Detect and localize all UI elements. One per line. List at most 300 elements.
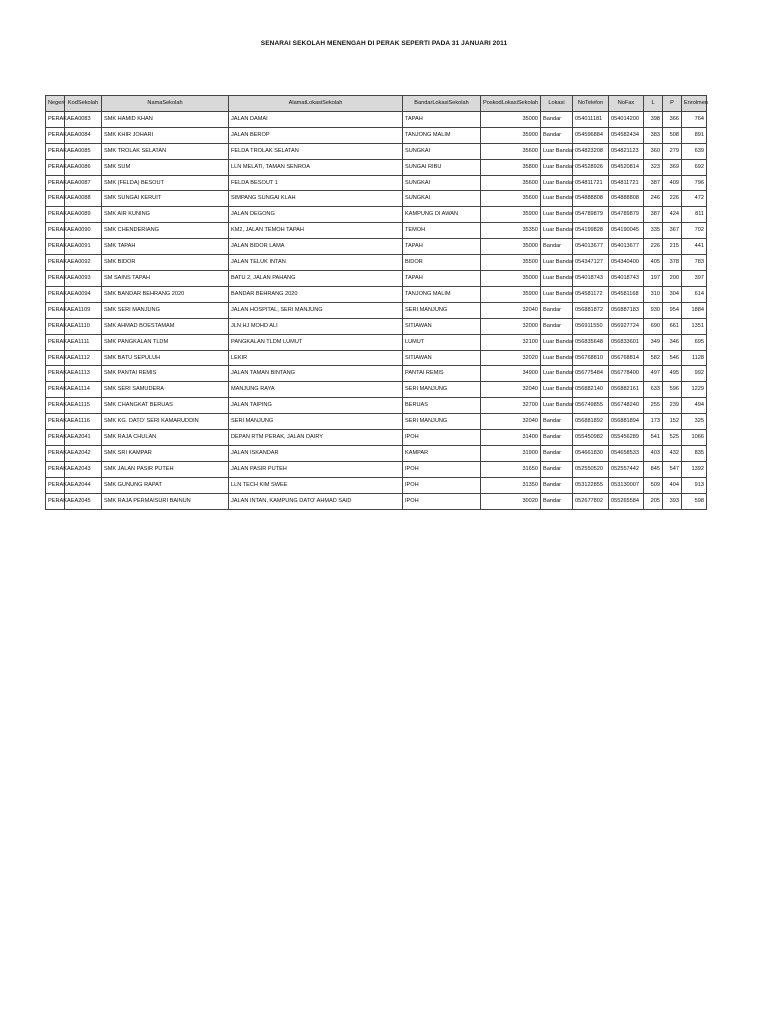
cell-no-fax: 054658533	[609, 445, 644, 461]
cell-poskod: 35000	[481, 239, 541, 255]
cell-poskod: 35600	[481, 191, 541, 207]
cell-kod-sekolah: AEA2044	[65, 477, 102, 493]
cell-no-fax: 054789879	[609, 207, 644, 223]
cell-no-fax: 055265584	[609, 493, 644, 509]
column-header-lokasi: Lokasi	[541, 96, 573, 112]
column-header-enrolmen: Enrolmen	[682, 96, 707, 112]
cell-lelaki: 173	[644, 414, 663, 430]
cell-poskod: 35600	[481, 143, 541, 159]
cell-perempuan: 424	[663, 207, 682, 223]
cell-bandar: SUNGKAI	[403, 143, 481, 159]
cell-bandar: SITIAWAN	[403, 350, 481, 366]
cell-lokasi: Luar Bandar	[541, 286, 573, 302]
cell-no-fax: 056927724	[609, 318, 644, 334]
cell-nama-sekolah: SMK TROLAK SELATAN	[102, 143, 229, 159]
cell-lokasi: Bandar	[541, 493, 573, 509]
cell-lelaki: 246	[644, 191, 663, 207]
cell-negeri: PERAK	[46, 350, 65, 366]
cell-alamat: JALAN BIDOR LAMA	[229, 239, 403, 255]
cell-no-telefon: 056768810	[573, 350, 609, 366]
table-row	[46, 111, 707, 127]
cell-negeri: PERAK	[46, 175, 65, 191]
cell-bandar: SUNGAI RIBU	[403, 159, 481, 175]
cell-nama-sekolah: SMK KHIR JOHARI	[102, 127, 229, 143]
cell-no-fax: 054888808	[609, 191, 644, 207]
cell-nama-sekolah: SMK SUM	[102, 159, 229, 175]
cell-no-fax: 054520814	[609, 159, 644, 175]
cell-alamat: BATU 2, JALAN PAHANG	[229, 270, 403, 286]
cell-bandar: IPOH	[403, 477, 481, 493]
cell-bandar: BERUAS	[403, 398, 481, 414]
cell-kod-sekolah: AEA2041	[65, 430, 102, 446]
cell-lelaki: 387	[644, 207, 663, 223]
cell-poskod: 32100	[481, 334, 541, 350]
cell-no-fax: 054190045	[609, 223, 644, 239]
cell-enrolmen: 1351	[682, 318, 707, 334]
cell-negeri: PERAK	[46, 493, 65, 509]
cell-lelaki: 335	[644, 223, 663, 239]
cell-alamat: JALAN PASIR PUTEH	[229, 461, 403, 477]
cell-lelaki: 349	[644, 334, 663, 350]
cell-alamat: JALAN HOSPITAL, SERI MANJUNG	[229, 302, 403, 318]
cell-lelaki: 930	[644, 302, 663, 318]
cell-negeri: PERAK	[46, 398, 65, 414]
cell-kod-sekolah: AEA1114	[65, 382, 102, 398]
cell-poskod: 35600	[481, 175, 541, 191]
table-header-row	[46, 96, 707, 112]
cell-bandar: IPOH	[403, 493, 481, 509]
cell-nama-sekolah: SMK AIR KUNING	[102, 207, 229, 223]
cell-bandar: SERI MANJUNG	[403, 302, 481, 318]
cell-kod-sekolah: AEA2045	[65, 493, 102, 509]
cell-poskod: 35900	[481, 286, 541, 302]
cell-perempuan: 346	[663, 334, 682, 350]
cell-enrolmen: 992	[682, 366, 707, 382]
cell-bandar: SITIAWAN	[403, 318, 481, 334]
cell-nama-sekolah: SM SAINS TAPAH	[102, 270, 229, 286]
cell-perempuan: 596	[663, 382, 682, 398]
cell-kod-sekolah: AEA0091	[65, 239, 102, 255]
cell-nama-sekolah: SMK RAJA CHULAN	[102, 430, 229, 446]
cell-poskod: 30020	[481, 493, 541, 509]
table-row	[46, 398, 707, 414]
cell-kod-sekolah: AEA0085	[65, 143, 102, 159]
cell-nama-sekolah: SMK PANTAI REMIS	[102, 366, 229, 382]
cell-bandar: TANJONG MALIM	[403, 286, 481, 302]
cell-negeri: PERAK	[46, 286, 65, 302]
cell-negeri: PERAK	[46, 223, 65, 239]
cell-no-fax: 056778400	[609, 366, 644, 382]
cell-lelaki: 582	[644, 350, 663, 366]
cell-lelaki: 690	[644, 318, 663, 334]
cell-alamat: LLN MELATI, TAMAN SENROA	[229, 159, 403, 175]
cell-perempuan: 378	[663, 255, 682, 271]
cell-bandar: KAMPAR	[403, 445, 481, 461]
cell-bandar: IPOH	[403, 430, 481, 446]
cell-poskod: 32040	[481, 302, 541, 318]
cell-enrolmen: 913	[682, 477, 707, 493]
column-header-bandar: BandarLokasiSekolah	[403, 96, 481, 112]
cell-lelaki: 497	[644, 366, 663, 382]
cell-bandar: LUMUT	[403, 334, 481, 350]
cell-bandar: TANJONG MALIM	[403, 127, 481, 143]
cell-perempuan: 495	[663, 366, 682, 382]
cell-lelaki: 205	[644, 493, 663, 509]
table-row	[46, 239, 707, 255]
cell-nama-sekolah: SMK TAPAH	[102, 239, 229, 255]
cell-lokasi: Luar Bandar	[541, 175, 573, 191]
cell-perempuan: 508	[663, 127, 682, 143]
cell-enrolmen: 325	[682, 414, 707, 430]
cell-no-telefon: 056911550	[573, 318, 609, 334]
table-row	[46, 143, 707, 159]
cell-lelaki: 360	[644, 143, 663, 159]
cell-lelaki: 509	[644, 477, 663, 493]
cell-bandar: TEMOH	[403, 223, 481, 239]
cell-bandar: TAPAH	[403, 111, 481, 127]
cell-no-fax: 053130007	[609, 477, 644, 493]
cell-perempuan: 393	[663, 493, 682, 509]
cell-kod-sekolah: AEA0088	[65, 191, 102, 207]
table-row	[46, 334, 707, 350]
cell-no-telefon: 054018743	[573, 270, 609, 286]
cell-enrolmen: 639	[682, 143, 707, 159]
cell-lokasi: Luar Bandar	[541, 191, 573, 207]
table-row	[46, 159, 707, 175]
cell-kod-sekolah: AEA2043	[65, 461, 102, 477]
cell-lokasi: Luar Bandar	[541, 350, 573, 366]
cell-bandar: SERI MANJUNG	[403, 382, 481, 398]
cell-negeri: PERAK	[46, 302, 65, 318]
table-row	[46, 302, 707, 318]
cell-lelaki: 845	[644, 461, 663, 477]
table-row	[46, 366, 707, 382]
cell-no-fax: 056881894	[609, 414, 644, 430]
cell-negeri: PERAK	[46, 270, 65, 286]
cell-negeri: PERAK	[46, 366, 65, 382]
cell-negeri: PERAK	[46, 191, 65, 207]
cell-perempuan: 215	[663, 239, 682, 255]
cell-alamat: DEPAN RTM PERAK, JALAN DAIRY	[229, 430, 403, 446]
cell-kod-sekolah: AEA1115	[65, 398, 102, 414]
cell-negeri: PERAK	[46, 445, 65, 461]
cell-perempuan: 366	[663, 111, 682, 127]
cell-bandar: KAMPUNG DI AWAN	[403, 207, 481, 223]
cell-perempuan: 432	[663, 445, 682, 461]
cell-poskod: 32040	[481, 414, 541, 430]
cell-nama-sekolah: SMK CHENDERIANG	[102, 223, 229, 239]
cell-no-fax: 054821123	[609, 143, 644, 159]
cell-enrolmen: 811	[682, 207, 707, 223]
column-header-negeri: Negeri	[46, 96, 65, 112]
cell-no-telefon: 054528926	[573, 159, 609, 175]
cell-no-telefon: 054661830	[573, 445, 609, 461]
cell-no-fax: 054582434	[609, 127, 644, 143]
cell-nama-sekolah: SMK BATU SEPULUH	[102, 350, 229, 366]
cell-no-fax: 054811721	[609, 175, 644, 191]
table-row	[46, 414, 707, 430]
table-row	[46, 191, 707, 207]
cell-poskod: 31400	[481, 430, 541, 446]
cell-lelaki: 405	[644, 255, 663, 271]
cell-alamat: PANGKALAN TLDM LUMUT	[229, 334, 403, 350]
cell-kod-sekolah: AEA0084	[65, 127, 102, 143]
cell-nama-sekolah: SMK SRI KAMPAR	[102, 445, 229, 461]
cell-perempuan: 152	[663, 414, 682, 430]
table-row	[46, 270, 707, 286]
cell-lelaki: 255	[644, 398, 663, 414]
cell-negeri: PERAK	[46, 334, 65, 350]
cell-poskod: 35900	[481, 127, 541, 143]
cell-poskod: 32000	[481, 318, 541, 334]
cell-perempuan: 200	[663, 270, 682, 286]
cell-negeri: PERAK	[46, 414, 65, 430]
cell-no-fax: 056748240	[609, 398, 644, 414]
cell-kod-sekolah: AEA1111	[65, 334, 102, 350]
column-header-no-fax: NoFax	[609, 96, 644, 112]
cell-perempuan: 954	[663, 302, 682, 318]
table-row	[46, 493, 707, 509]
cell-no-fax: 054018743	[609, 270, 644, 286]
cell-nama-sekolah: SMK SUNGAI KERUIT	[102, 191, 229, 207]
cell-lokasi: Luar Bandar	[541, 270, 573, 286]
cell-lokasi: Luar Bandar	[541, 334, 573, 350]
cell-negeri: PERAK	[46, 111, 65, 127]
cell-enrolmen: 1229	[682, 382, 707, 398]
cell-enrolmen: 764	[682, 111, 707, 127]
column-header-perempuan: P	[663, 96, 682, 112]
cell-alamat: BANDAR BEHRANG 2020	[229, 286, 403, 302]
cell-perempuan: 525	[663, 430, 682, 446]
cell-kod-sekolah: AEA0090	[65, 223, 102, 239]
cell-no-telefon: 052677802	[573, 493, 609, 509]
cell-poskod: 35900	[481, 207, 541, 223]
cell-poskod: 32020	[481, 350, 541, 366]
cell-bandar: TAPAH	[403, 239, 481, 255]
cell-kod-sekolah: AEA0092	[65, 255, 102, 271]
cell-no-fax: 056882161	[609, 382, 644, 398]
cell-no-fax: 056768814	[609, 350, 644, 366]
cell-alamat: JALAN TELUK INTAN	[229, 255, 403, 271]
cell-kod-sekolah: AEA1109	[65, 302, 102, 318]
cell-nama-sekolah: SMK SERI SAMUDERA	[102, 382, 229, 398]
cell-negeri: PERAK	[46, 239, 65, 255]
cell-alamat: LEKIR	[229, 350, 403, 366]
column-header-poskod: PoskodLokasiSekolah	[481, 96, 541, 112]
cell-lelaki: 323	[644, 159, 663, 175]
cell-alamat: SERI MANJUNG	[229, 414, 403, 430]
cell-no-telefon: 053122855	[573, 477, 609, 493]
cell-kod-sekolah: AEA1116	[65, 414, 102, 430]
cell-poskod: 31900	[481, 445, 541, 461]
cell-no-telefon: 054811721	[573, 175, 609, 191]
cell-enrolmen: 472	[682, 191, 707, 207]
cell-lokasi: Bandar	[541, 445, 573, 461]
cell-lelaki: 226	[644, 239, 663, 255]
cell-nama-sekolah: SMK JALAN PASIR PUTEH	[102, 461, 229, 477]
cell-lelaki: 387	[644, 175, 663, 191]
cell-lokasi: Luar Bandar	[541, 366, 573, 382]
cell-lelaki: 197	[644, 270, 663, 286]
cell-lokasi: Bandar	[541, 239, 573, 255]
cell-bandar: SUNGKAI	[403, 191, 481, 207]
table-row	[46, 477, 707, 493]
cell-nama-sekolah: SMK RAJA PERMAISURI BAINUN	[102, 493, 229, 509]
cell-poskod: 32700	[481, 398, 541, 414]
cell-no-fax: 054340400	[609, 255, 644, 271]
table-row	[46, 127, 707, 143]
cell-negeri: PERAK	[46, 159, 65, 175]
cell-nama-sekolah: SMK BIDOR	[102, 255, 229, 271]
cell-no-telefon: 054823208	[573, 143, 609, 159]
cell-negeri: PERAK	[46, 127, 65, 143]
cell-no-fax: 054013677	[609, 239, 644, 255]
cell-no-telefon: 056749855	[573, 398, 609, 414]
cell-kod-sekolah: AEA0093	[65, 270, 102, 286]
cell-poskod: 35500	[481, 255, 541, 271]
column-header-nama-sekolah: NamaSekolah	[102, 96, 229, 112]
cell-enrolmen: 835	[682, 445, 707, 461]
table-row	[46, 430, 707, 446]
cell-no-telefon: 054596884	[573, 127, 609, 143]
cell-alamat: JALAN ISKANDAR	[229, 445, 403, 461]
cell-negeri: PERAK	[46, 255, 65, 271]
cell-no-telefon: 054347127	[573, 255, 609, 271]
cell-no-fax: 056833601	[609, 334, 644, 350]
column-header-kod-sekolah: KodSekolah	[65, 96, 102, 112]
cell-enrolmen: 1884	[682, 302, 707, 318]
cell-poskod: 34900	[481, 366, 541, 382]
cell-lokasi: Bandar	[541, 127, 573, 143]
table-row	[46, 350, 707, 366]
cell-bandar: BIDOR	[403, 255, 481, 271]
cell-poskod: 35000	[481, 111, 541, 127]
table-row	[46, 175, 707, 191]
cell-nama-sekolah: SMK HAMID KHAN	[102, 111, 229, 127]
cell-no-telefon: 054011181	[573, 111, 609, 127]
cell-no-telefon: 056775484	[573, 366, 609, 382]
cell-lokasi: Luar Bandar	[541, 159, 573, 175]
column-header-alamat: AlamatLokasiSekolah	[229, 96, 403, 112]
cell-perempuan: 661	[663, 318, 682, 334]
cell-nama-sekolah: SMK AHMAD BOESTAMAM	[102, 318, 229, 334]
cell-no-telefon: 054888808	[573, 191, 609, 207]
cell-alamat: JALAN DEGONG	[229, 207, 403, 223]
cell-alamat: LLN TECH KIM SWEE	[229, 477, 403, 493]
cell-bandar: SERI MANJUNG	[403, 414, 481, 430]
cell-no-telefon: 054581172	[573, 286, 609, 302]
table-row	[46, 445, 707, 461]
cell-kod-sekolah: AEA0087	[65, 175, 102, 191]
cell-alamat: JLN HJ MOHD ALI	[229, 318, 403, 334]
cell-negeri: PERAK	[46, 318, 65, 334]
cell-no-fax: 056887183	[609, 302, 644, 318]
cell-poskod: 35350	[481, 223, 541, 239]
cell-no-telefon: 056882140	[573, 382, 609, 398]
cell-no-telefon: 056881872	[573, 302, 609, 318]
table-row	[46, 255, 707, 271]
cell-poskod: 31650	[481, 461, 541, 477]
cell-lokasi: Luar Bandar	[541, 255, 573, 271]
cell-alamat: JALAN DAMAI	[229, 111, 403, 127]
cell-negeri: PERAK	[46, 430, 65, 446]
cell-perempuan: 304	[663, 286, 682, 302]
cell-negeri: PERAK	[46, 382, 65, 398]
cell-alamat: SIMPANG SUNGAI KLAH	[229, 191, 403, 207]
cell-perempuan: 367	[663, 223, 682, 239]
cell-lelaki: 310	[644, 286, 663, 302]
cell-negeri: PERAK	[46, 477, 65, 493]
cell-nama-sekolah: SMK CHANGKAT BERUAS	[102, 398, 229, 414]
cell-perempuan: 226	[663, 191, 682, 207]
cell-kod-sekolah: AEA0094	[65, 286, 102, 302]
cell-negeri: PERAK	[46, 461, 65, 477]
cell-lokasi: Luar Bandar	[541, 207, 573, 223]
cell-enrolmen: 796	[682, 175, 707, 191]
cell-kod-sekolah: AEA0083	[65, 111, 102, 127]
cell-perempuan: 547	[663, 461, 682, 477]
cell-no-telefon: 054199828	[573, 223, 609, 239]
table-row	[46, 382, 707, 398]
cell-enrolmen: 1128	[682, 350, 707, 366]
cell-lokasi: Luar Bandar	[541, 398, 573, 414]
cell-lelaki: 403	[644, 445, 663, 461]
cell-nama-sekolah: SMK GUNUNG RAPAT	[102, 477, 229, 493]
cell-nama-sekolah: SMK SERI MANJUNG	[102, 302, 229, 318]
cell-alamat: JALAN TAIPING	[229, 398, 403, 414]
cell-lokasi: Bandar	[541, 302, 573, 318]
school-list-table	[45, 95, 707, 510]
cell-nama-sekolah: SMK PANGKALAN TLDM	[102, 334, 229, 350]
cell-no-telefon: 055450982	[573, 430, 609, 446]
cell-alamat: JALAN BEROP	[229, 127, 403, 143]
cell-bandar: PANTAI REMIS	[403, 366, 481, 382]
cell-lelaki: 398	[644, 111, 663, 127]
cell-kod-sekolah: AEA0086	[65, 159, 102, 175]
cell-perempuan: 409	[663, 175, 682, 191]
cell-lokasi: Bandar	[541, 111, 573, 127]
cell-nama-sekolah: SMK KG. DATO' SERI KAMARUDDIN	[102, 414, 229, 430]
cell-bandar: TAPAH	[403, 270, 481, 286]
cell-no-telefon: 054789879	[573, 207, 609, 223]
cell-bandar: SUNGKAI	[403, 175, 481, 191]
cell-lokasi: Luar Bandar	[541, 143, 573, 159]
table-row	[46, 286, 707, 302]
cell-kod-sekolah: AEA0089	[65, 207, 102, 223]
cell-nama-sekolah: SMK (FELDA) BESOUT	[102, 175, 229, 191]
cell-bandar: IPOH	[403, 461, 481, 477]
table-row	[46, 207, 707, 223]
cell-alamat: JALAN TAMAN BINTANG	[229, 366, 403, 382]
cell-enrolmen: 695	[682, 334, 707, 350]
cell-enrolmen: 397	[682, 270, 707, 286]
cell-enrolmen: 1066	[682, 430, 707, 446]
cell-perempuan: 404	[663, 477, 682, 493]
cell-perempuan: 279	[663, 143, 682, 159]
cell-alamat: FELDA TROLAK SELATAN	[229, 143, 403, 159]
cell-lokasi: Luar Bandar	[541, 382, 573, 398]
cell-no-fax: 055456289	[609, 430, 644, 446]
cell-enrolmen: 1392	[682, 461, 707, 477]
table-row	[46, 461, 707, 477]
cell-lokasi: Bandar	[541, 477, 573, 493]
cell-kod-sekolah: AEA2042	[65, 445, 102, 461]
cell-perempuan: 239	[663, 398, 682, 414]
cell-kod-sekolah: AEA1113	[65, 366, 102, 382]
cell-enrolmen: 783	[682, 255, 707, 271]
cell-lokasi: Bandar	[541, 430, 573, 446]
cell-lokasi: Luar Bandar	[541, 223, 573, 239]
